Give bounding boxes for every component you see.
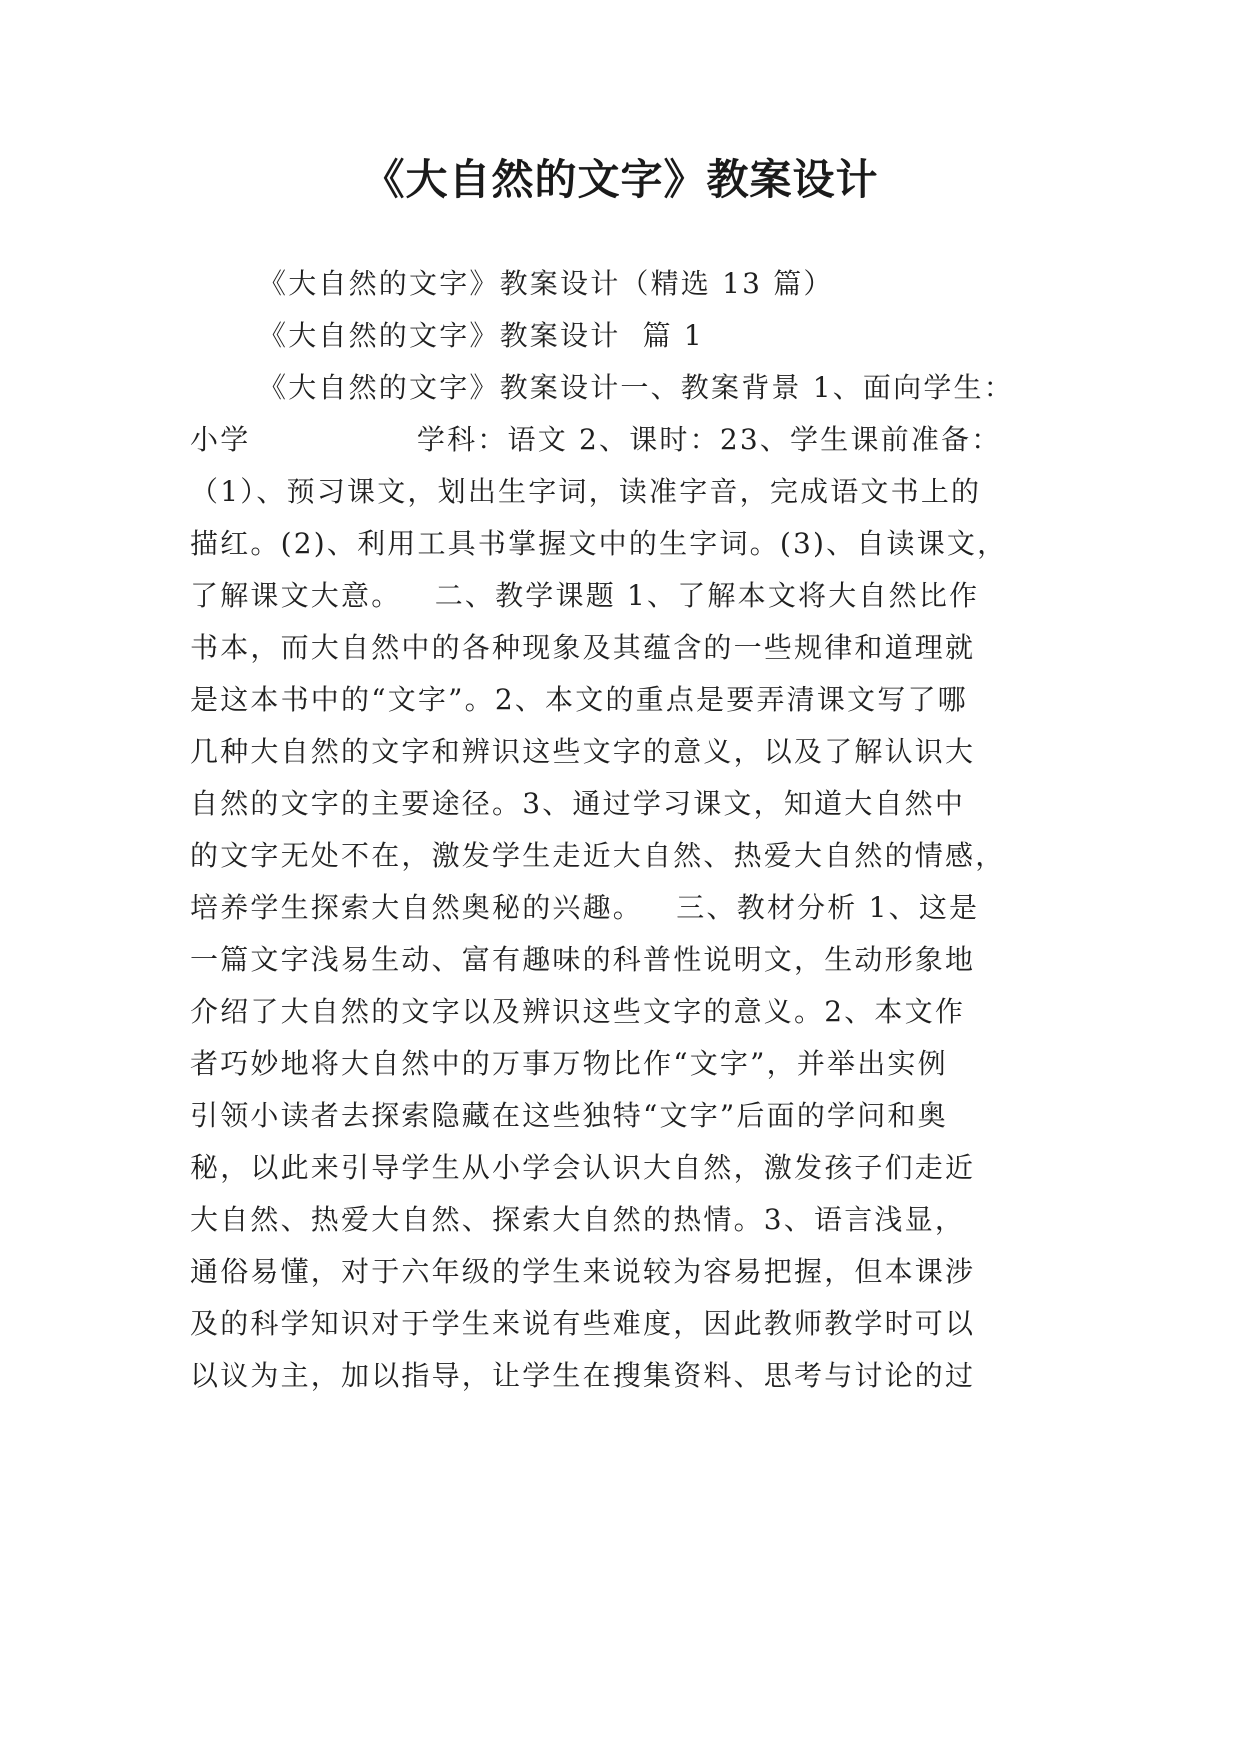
paragraph-line: 引领小读者去探索隐藏在这些独特“文字”后面的学问和奥	[190, 1099, 948, 1132]
document-title: 《大自然的文字》教案设计	[362, 155, 879, 204]
paragraph-line: 书本，而大自然中的各种现象及其蕴含的一些规律和道理就	[190, 631, 976, 664]
paragraph-line: 一篇文字浅易生动、富有趣味的科普性说明文，生动形象地	[190, 943, 976, 976]
paragraph-line: 及的科学知识对于学生来说有些难度，因此教师教学时可以	[190, 1307, 976, 1340]
paragraph-line: 培养学生探索大自然奥秘的兴趣。 三、教材分析 1、这是	[190, 891, 980, 924]
paragraph-line: 《大自然的文字》教案设计 篇 1	[258, 319, 704, 352]
paragraph-line: 自然的文字的主要途径。3、通过学习课文，知道大自然中	[190, 787, 966, 820]
paragraph-line: 通俗易懂，对于六年级的学生来说较为容易把握，但本课涉	[190, 1255, 976, 1288]
paragraph-line: 了解课文大意。 二、教学课题 1、了解本文将大自然比作	[190, 579, 980, 612]
paragraph-line: 秘，以此来引导学生从小学会认识大自然，激发孩子们走近	[190, 1151, 976, 1184]
paragraph-line: 者巧妙地将大自然中的万事万物比作“文字”，并举出实例	[190, 1047, 948, 1080]
paragraph-line: 的文字无处不在，激发学生走近大自然、热爱大自然的情感，	[190, 839, 1006, 872]
paragraph-line: 描红。(2)、利用工具书掌握文中的生字词。(3)、自读课文，	[190, 527, 1008, 560]
paragraph-line: 以议为主，加以指导，让学生在搜集资料、思考与讨论的过	[190, 1359, 976, 1392]
paragraph-line: 小学 学科：语文 2、课时：23、学生课前准备：	[190, 423, 1002, 456]
paragraph-line: 大自然、热爱大自然、探索大自然的热情。3、语言浅显，	[190, 1203, 966, 1236]
paragraph-line: 几种大自然的文字和辨识这些文字的意义，以及了解认识大	[190, 735, 976, 768]
paragraph-line: 介绍了大自然的文字以及辨识这些文字的意义。2、本文作	[190, 995, 966, 1028]
paragraph-line: 《大自然的文字》教案设计（精选 13 篇）	[258, 267, 834, 300]
paragraph-line: 《大自然的文字》教案设计一、教案背景 1、面向学生：	[258, 371, 1014, 404]
paragraph-line: （1）、预习课文，划出生字词，读准字音，完成语文书上的	[190, 475, 982, 508]
paragraph-line: 是这本书中的“文字”。2、本文的重点是要弄清课文写了哪	[190, 683, 968, 716]
